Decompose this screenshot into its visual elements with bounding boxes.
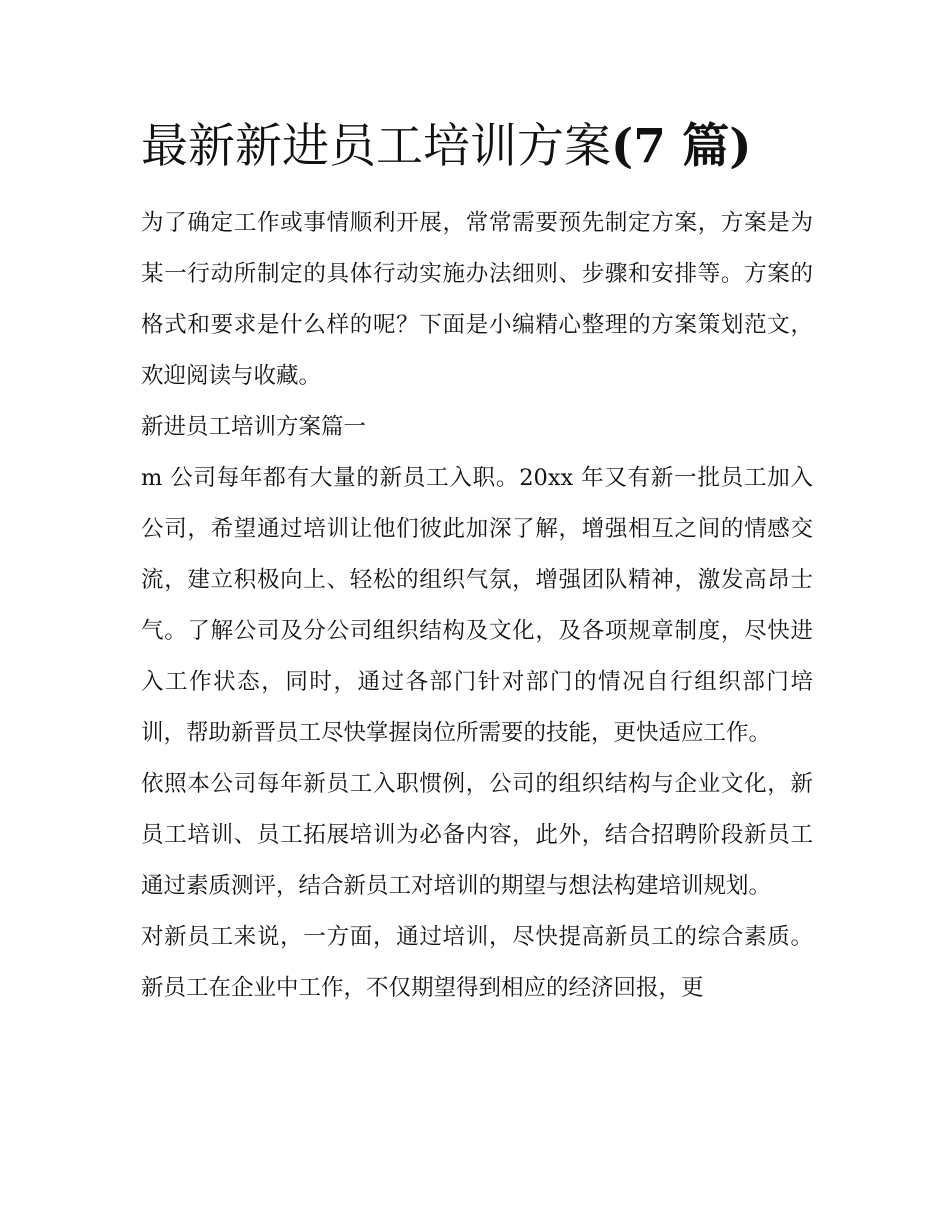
intro-paragraph: 为了确定工作或事情顺利开展，常常需要预先制定方案，方案是为某一行动所制定的具体行动实施办法细则、步骤和安排等。方案的格式和要求是什么样的呢？下面是小编精心整理的方案策划范文，欢迎阅读与收藏。 — [141, 210, 813, 389]
section-heading: 新进员工培训方案篇一 — [141, 414, 367, 440]
document-title — [141, 112, 813, 182]
body-paragraph: 对新员工来说，一方面，通过培训，尽快提高新员工的综合素质。新员工在企业中工作，不仅期望得到相应的经济回报，更 — [141, 924, 813, 1001]
document-title-main: 最新新进员工培训方案 — [141, 119, 611, 174]
body-paragraph: m 公司每年都有大量的新员工入职。20xx 年又有新一批员工加入公司，希望通过培训让他们彼此加深了解，增强相互之间的情感交流，建立积极向上、轻松的组织气氛，增强团队精神，激发高昂士气。了解公司及分公司组织结构及文化，及各项规章制度，尽快进入工作状态，同时，通过各部门针对部门的情况自行组织部门培训，帮助新晋员工尽快掌握岗位所需要的技能，更快适应工作。 — [141, 465, 813, 746]
document-title-suffix: (7 篇) — [611, 119, 752, 174]
body-paragraph: 依照本公司每年新员工入职惯例，公司的组织结构与企业文化，新员工培训、员工拓展培训为必备内容，此外，结合招聘阶段新员工通过素质测评，结合新员工对培训的期望与想法构建培训规划。 — [141, 771, 813, 899]
document-page — [141, 112, 813, 1014]
document-body — [141, 198, 813, 1014]
